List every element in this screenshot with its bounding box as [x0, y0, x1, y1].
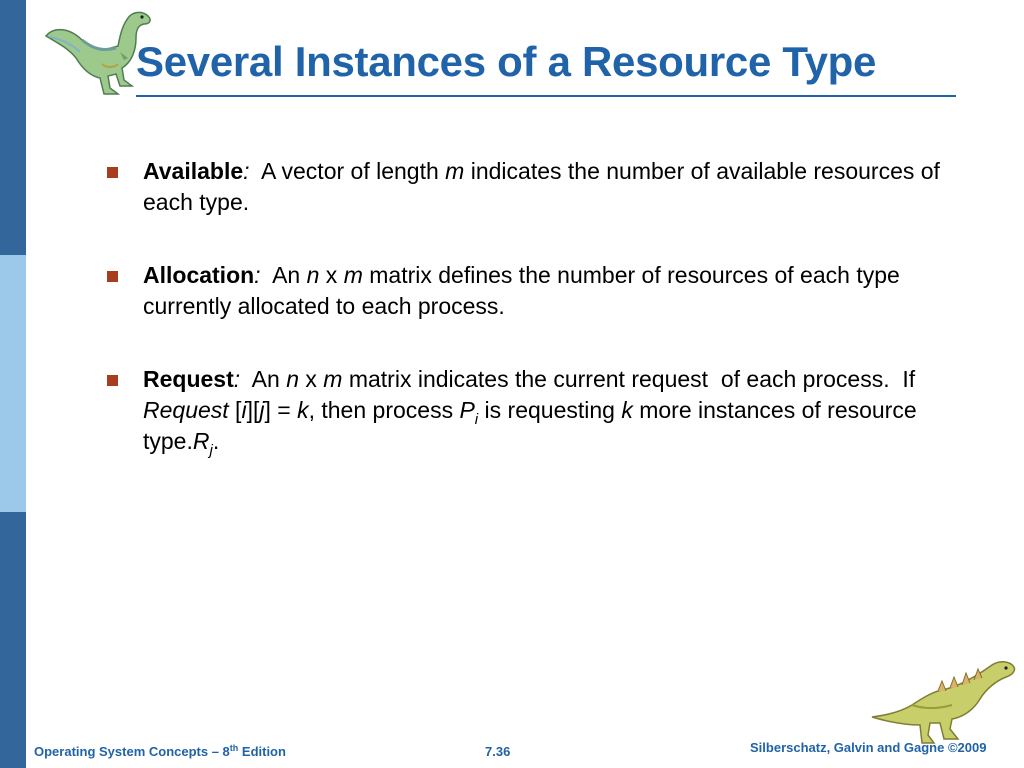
bracket-close: ] =: [264, 397, 298, 423]
footer-left-suffix: Edition: [238, 744, 286, 759]
slide-title: Several Instances of a Resource Type: [136, 38, 877, 85]
bullet-text: matrix indicates the current request of each process. If: [342, 366, 922, 392]
request-name: Request: [143, 397, 229, 423]
variable-n: n: [286, 366, 299, 392]
bullet-allocation: [106, 260, 956, 322]
bracket-mid: ][: [246, 397, 260, 423]
bullet-text: .: [212, 428, 220, 454]
sidebar-segment-top: [0, 0, 26, 255]
variable-n: n: [306, 262, 320, 288]
bullet-square-icon: [107, 167, 118, 178]
bullet-text: matrix defines the number of resources of each type currently allocated to each process.: [143, 262, 900, 319]
bullet-text: An: [260, 262, 307, 288]
bullet-text: indicates the number of available resources of each type.: [143, 158, 940, 215]
dinosaur-logo-icon: [868, 655, 1018, 747]
bullet-colon: :: [254, 262, 261, 288]
bullet-available: [106, 156, 956, 218]
subscript-i: i: [474, 411, 479, 428]
sidebar-segment-bottom: [0, 512, 26, 768]
bullet-list: [106, 156, 956, 457]
footer-left-prefix: Operating System Concepts – 8: [34, 744, 230, 759]
bullet-square-icon: [107, 271, 118, 282]
bullet-colon: :: [233, 366, 241, 392]
bullet-request: [106, 364, 956, 457]
subscript-j: j: [209, 442, 213, 459]
variable-m: m: [445, 158, 465, 184]
bracket-open: [: [228, 397, 242, 423]
times-sign: x: [298, 366, 324, 392]
bullet-text: , then process: [308, 397, 460, 423]
title-underline: [136, 95, 956, 97]
bullet-term: Available: [143, 158, 244, 184]
variable-k: k: [621, 397, 633, 423]
variable-R: R: [192, 428, 210, 454]
bullet-text: is requesting: [478, 397, 622, 423]
variable-m: m: [343, 262, 363, 288]
bullet-square-icon: [107, 375, 118, 386]
left-sidebar-band: [0, 0, 26, 768]
variable-P: P: [459, 397, 475, 423]
footer-left-superscript: th: [229, 743, 239, 753]
bullet-colon: :: [243, 158, 250, 184]
bullet-text: more instances of resource type.: [143, 397, 917, 454]
footer-course-title: [34, 744, 286, 759]
bullet-term: Allocation: [143, 262, 255, 288]
variable-k: k: [297, 397, 309, 423]
times-sign: x: [319, 262, 344, 288]
variable-i: i: [241, 397, 247, 423]
footer-page-number: 7.36: [485, 744, 511, 759]
footer-copyright: Silberschatz, Galvin and Gagne ©2009: [750, 740, 987, 755]
sidebar-segment-middle: [0, 255, 26, 512]
variable-j: j: [259, 397, 265, 423]
bullet-term: Request: [143, 366, 234, 392]
bullet-text: A vector of length: [249, 158, 446, 184]
bullet-text: An: [240, 366, 287, 392]
variable-m: m: [323, 366, 343, 392]
